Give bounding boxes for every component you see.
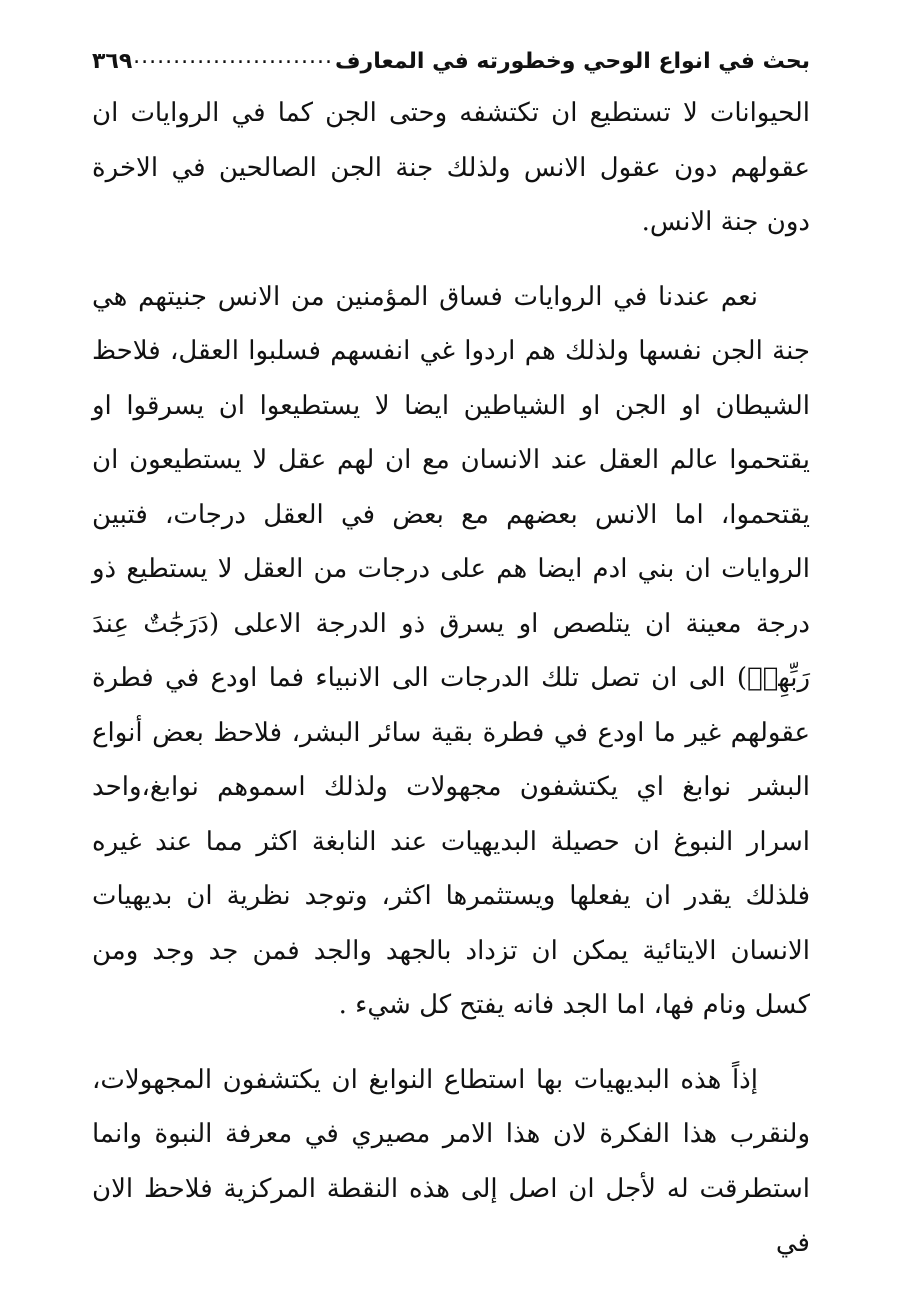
quranic-verse: دَرَجَٰتٌ عِندَ رَبِّهِمۡ [92, 608, 810, 693]
page-body [92, 86, 810, 1291]
running-header [92, 30, 810, 74]
header-title: بحث في انواع الوحي وخطورته في المعارف [334, 49, 810, 74]
header-leader-dots [134, 46, 333, 74]
paragraph-2-text-after: ) الى ان تصل تلك الدرجات الى الانبياء فما اودع في فطرة عقولهم غير ما اودع في فطرة بقية سائر البشر، فلاحظ بعض أنواع البشر نوابغ اي يكتشفون مجهولات ولذلك اسموهم نوابغ،واحد اسرار النبوغ ان حصيلة البديهيات عند النابغة اكثر مما عند غيره فلذلك يقدر ان يفعلها ويستثمرها اكثر، وتوجد نظرية ان بديهيات الانسان الايتائية يمكن ان تزداد بالجهد والجد فمن جد وجد ومن كسل ونام فها، اما الجد فانه يفتح كل شيء . [92, 663, 810, 1020]
paragraph-2-text-before: نعم عندنا في الروايات فساق المؤمنين من الانس جنيتهم هي جنة الجن نفسها ولذلك هم اردوا غي انفسهم فسلبوا العقل، فلاحظ الشيطان او الجن او الشياطين ايضا لا يستطيعوا ان يسرقوا او يقتحموا عالم العقل عند الانسان مع ان لهم عقل لا يستطيعون ان يقتحموا، اما الانس بعضهم مع بعض في العقل درجات، فتبين الروايات ان بني ادم ايضا هم على درجات من العقل لا يستطيع ذو درجة معينة ان يتلصص او يسرق ذو الدرجة الاعلى ( [92, 281, 811, 639]
paragraph-1: الحيوانات لا تستطيع ان تكتشفه وحتى الجن كما في الروايات ان عقولهم دون عقول الانس ولذلك جنة الجن الصالحين في الاخرة دون جنة الانس. [92, 98, 810, 237]
paragraph-3: إذاً هذه البديهيات بها استطاع النوابغ ان يكتشفون المجهولات، ولنقرب هذا الفكرة لان هذا الامر مصيري في معرفة النبوة وانما استطرقت له لأجل ان اصل إلى هذه النقطة المركزية فلاحظ الان في [92, 1064, 810, 1258]
page-number: ٣٦٩ [92, 49, 133, 74]
paragraph-2 [92, 270, 810, 1033]
